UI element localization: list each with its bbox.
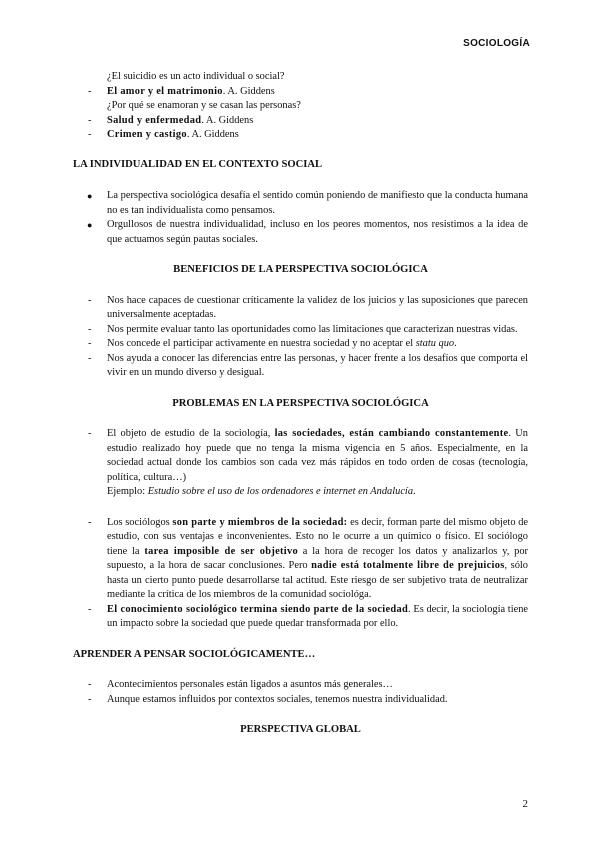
item-text: . Un estudio realizado hoy puede que no tenga la misma vigencia en 5 años. Especialmente, en la sociedad actual donde los cambios son cada vez más rápidos en todo orden de cosas (tecnología, política, cultura…) [107,428,528,483]
item-text: , sólo hasta un cierto punto puede desarrollarse tal actitud. Este riesgo de ser subjetivo trata de neutralizar mediante la crítica de los miembros de la comunidad sociológa. [107,560,528,600]
page-content [73,70,528,738]
item-text: El objeto de estudio de la sociología, [107,428,275,439]
dash-marker: - [88,85,92,97]
book-title: El amor y el matrimonio [107,85,223,97]
dash-marker: - [88,693,92,705]
section-heading: PERSPECTIVA GLOBAL [240,724,361,735]
book-title: Crimen y castigo [107,129,187,140]
bullet-text: La perspectiva sociológica desafía el sentido común poniendo de manifiesto que la conducta humana no es tan individualista como pensamos. [107,190,528,216]
item-text: Nos ayuda a conocer las diferencias entre las personas, y hacer frente a los desafíos que comporta el vivir en un mundo diverso y desigual. [107,352,528,378]
dash-marker: - [88,114,92,126]
list-item [73,516,528,603]
emphasis: tarea imposible de ser objetivo [144,545,298,557]
list-item [73,603,528,632]
bullet-item [73,189,528,218]
example-line [73,485,528,500]
list-continuation: ¿El suicidio es un acto individual o social? [107,71,285,82]
dash-marker: - [88,323,92,335]
dash-marker: - [88,294,92,306]
item-text: a la hora de recoger los datos y analizarlos y, por supuesto, a la hora de sacar conclusiones. Pero [107,545,529,571]
item-text: Nos hace capaces de cuestionar críticamente la validez de los juicios y las suposiciones que parecen universalmente aceptadas. [107,294,528,320]
bullet-icon: ● [87,191,93,201]
item-text: Aunque estamos influidos por contextos sociales, tenemos nuestra individualidad. [107,693,448,705]
author: . A. Giddens [222,85,275,97]
list-item [73,114,528,129]
list-item [73,128,528,143]
dash-marker: - [88,603,92,615]
emphasis: las sociedades, están cambiando constantemente [274,428,509,439]
section-heading: PROBLEMAS EN LA PERSPECTIVA SOCIOLÓGICA [172,397,429,409]
section-heading: BENEFICIOS DE LA PERSPECTIVA SOCIOLÓGICA [173,264,428,275]
emphasis: son parte y miembros de la sociedad: [172,516,348,528]
list-subline: ¿Por qué se enamoran y se casan las personas? [107,100,301,111]
list-item [73,337,528,352]
example-title: Estudio sobre el uso de los ordenadores e internet en Andalucía [147,486,414,497]
running-header: SOCIOLOGÍA [463,38,530,49]
italic-term: statu quo [415,338,455,349]
dash-marker: - [88,338,92,349]
list-item [73,427,528,485]
dash-marker: - [88,516,92,528]
section-heading: APRENDER A PENSAR SOCIOLÓGICAMENTE… [73,648,316,660]
list-item [73,323,528,338]
item-text: es decir, forman parte del mismo objeto de estudio, con sus ventajas e inconvenientes. Esto no le ocurre a un químico o físico. El sociólogo tiene la [107,516,529,557]
list-item [73,693,528,708]
dash-marker: - [88,679,92,690]
item-text: . Es decir, la sociología tiene un impacto sobre la sociedad que puede quedar transformada por ello. [107,603,528,629]
item-text: Nos permite evaluar tanto las oportunidades como las limitaciones que caracterizan nuestras vidas. [107,323,518,335]
book-title: Salud y enfermedad [107,114,202,126]
item-text: . [454,338,457,349]
section-heading: LA INDIVIDUALIDAD EN EL CONTEXTO SOCIAL [73,158,323,170]
dash-marker: - [88,129,92,140]
item-text: Acontecimientos personales están ligados a asuntos más generales… [107,679,393,690]
bullet-text: Orgullosos de nuestra individualidad, incluso en los peores momentos, nos resistimos a la idea de que actuamos según pautas sociales. [107,219,528,245]
list-item [73,85,528,100]
item-text: . [413,486,416,497]
page-number: 2 [522,798,528,810]
item-text: Los sociólogos [107,516,173,528]
bullet-icon: ● [87,220,93,230]
bullet-item [73,218,528,247]
dash-marker: - [88,428,92,439]
list-item [73,678,528,693]
author: . A. Giddens [186,129,239,140]
example-label: Ejemplo: [107,486,148,497]
list-item [73,352,528,381]
dash-marker: - [88,352,92,364]
emphasis: El conocimiento sociológico termina siendo parte de la sociedad [107,603,409,615]
author: . A. Giddens [201,114,254,126]
item-text: Nos concede el participar activamente en nuestra sociedad y no aceptar el [107,338,416,349]
emphasis: nadie está totalmente libre de prejuicios [311,560,505,571]
list-item [73,294,528,323]
